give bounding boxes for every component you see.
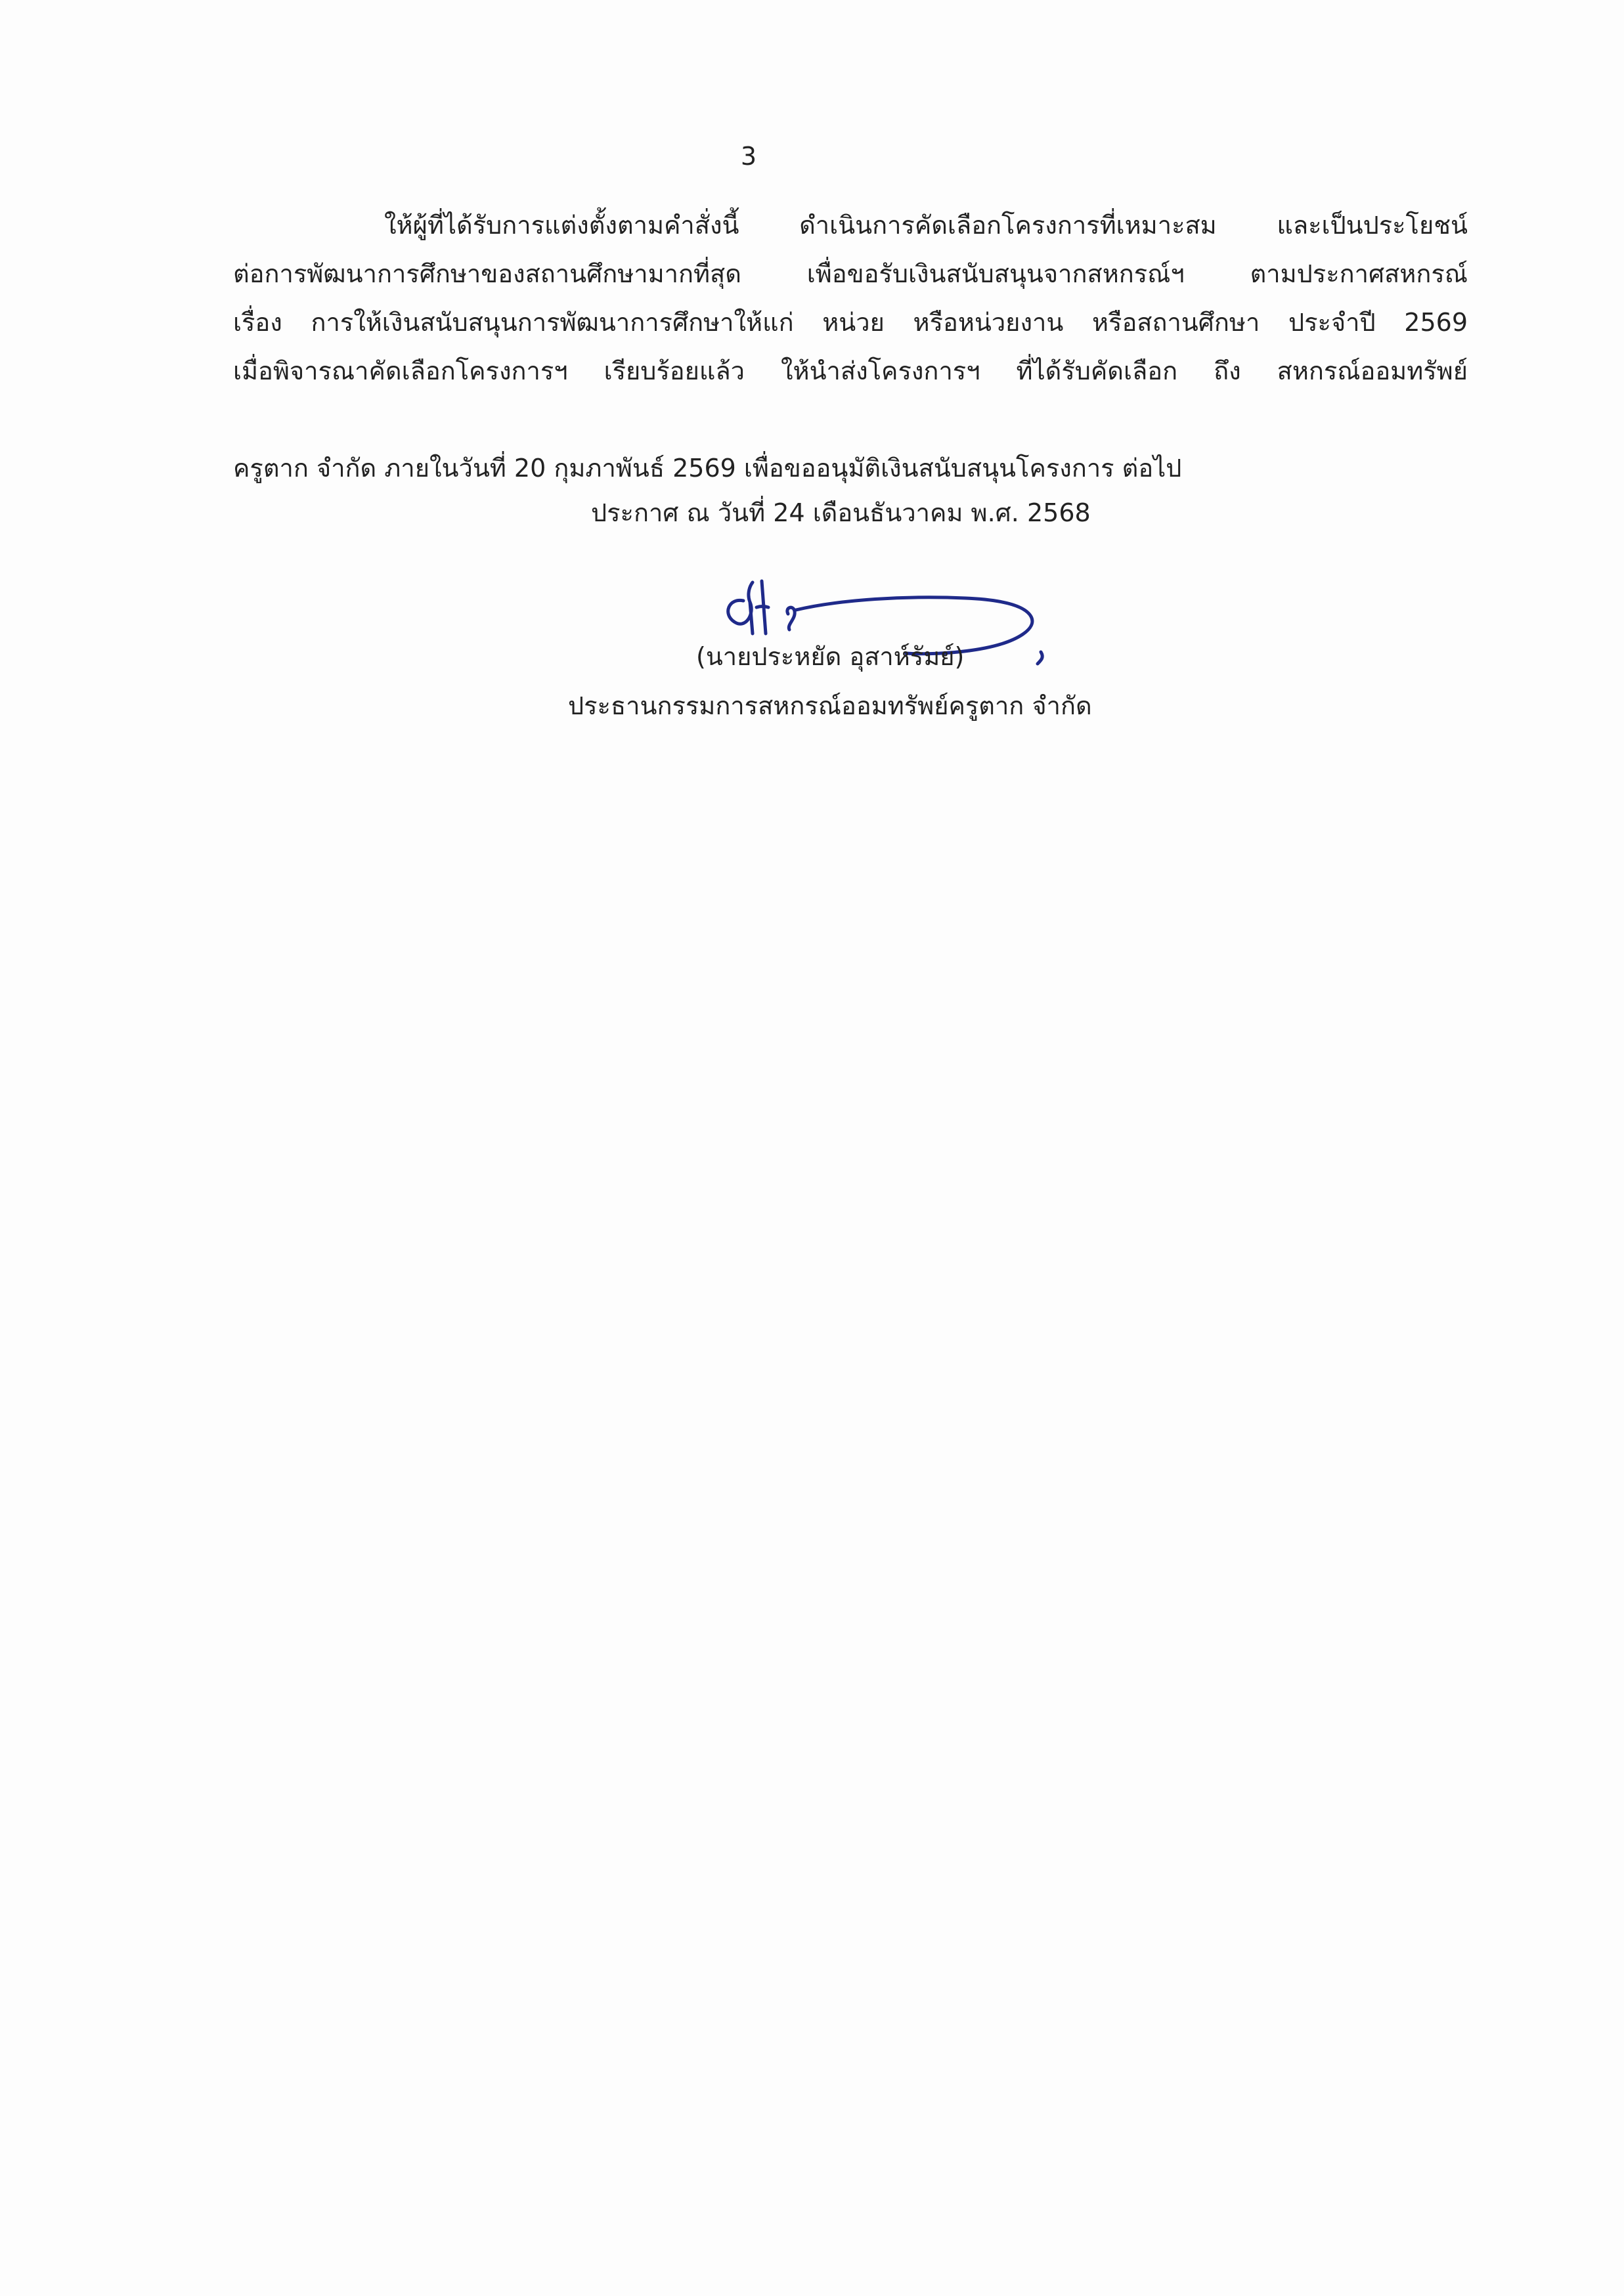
announcement-date: ประกาศ ณ วันที่ 24 เดือนธันวาคม พ.ศ. 2568	[591, 498, 1091, 527]
body-line-2: ต่อการพัฒนาการศึกษาของสถานศึกษามากที่สุด เพื่อขอรับเงินสนับสนุนจากสหกรณ์ฯ ตามประกาศสหกรณ์	[233, 259, 1468, 288]
body-line-1: ให้ผู้ที่ได้รับการแต่งตั้งตามคำสั่งนี้ ดำเนินการคัดเลือกโครงการที่เหมาะสม และเป็นประโยชน์	[384, 211, 1468, 240]
body-line-4: เมื่อพิจารณาคัดเลือกโครงการฯ เรียบร้อยแล้ว ให้นำส่งโครงการฯ ที่ได้รับคัดเลือก ถึง สหกรณ์ออมทรัพย์	[233, 357, 1468, 385]
signer-name: (นายประหยัด อุสาห์รัมย์)	[696, 642, 965, 671]
body-line-5: ครูตาก จำกัด ภายในวันที่ 20 กุมภาพันธ์ 2569 เพื่อขออนุมัติเงินสนับสนุนโครงการ ต่อไป	[233, 454, 1182, 483]
signer-title: ประธานกรรมการสหกรณ์ออมทรัพย์ครูตาก จำกัด	[568, 691, 1092, 720]
body-line-3: เรื่อง การให้เงินสนับสนุนการพัฒนาการศึกษาให้แก่ หน่วย หรือหน่วยงาน หรือสถานศึกษา ประจำปี 2569	[233, 308, 1468, 337]
page-number: 3	[740, 142, 757, 171]
